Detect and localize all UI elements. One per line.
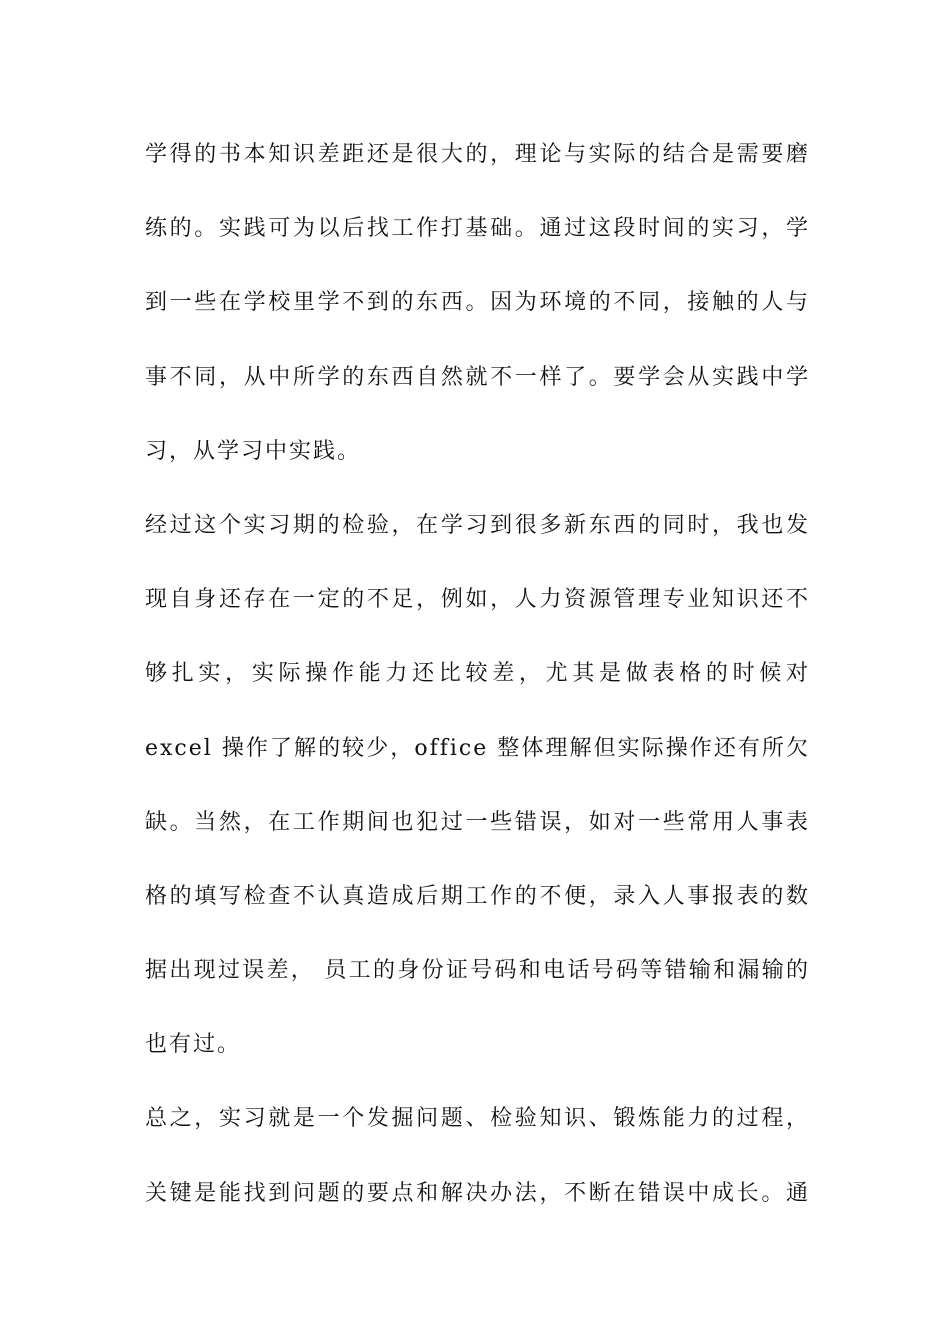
- text-line: 也有过。: [145, 1032, 242, 1058]
- text-line: 缺。当然，在工作期间也犯过一些错误，如对一些常用人事表: [145, 809, 810, 835]
- text-line: 现自身还存在一定的不足，例如，人力资源管理专业知识还不: [145, 587, 810, 613]
- text-line: 到一些在学校里学不到的东西。因为环境的不同，接触的人与: [145, 290, 810, 316]
- text-line: 练的。实践可为以后找工作打基础。通过这段时间的实习，学: [145, 216, 810, 242]
- text-line: 习，从学习中实践。: [145, 438, 362, 464]
- text-line: 学得的书本知识差距还是很大的，理论与实际的结合是需要磨: [145, 142, 810, 167]
- text-line: 格的填写检查不认真造成后期工作的不便，录入人事报表的数: [145, 883, 810, 909]
- text-line: 事不同，从中所学的东西自然就不一样了。要学会从实践中学: [145, 364, 810, 390]
- body-text: [145, 118, 810, 1231]
- text-line: 据出现过误差， 员工的身份证号码和电话号码等错输和漏输的: [145, 958, 810, 984]
- text-line: excel 操作了解的较少，office 整体理解但实际操作还有所欠: [145, 735, 810, 761]
- text-line: 关键是能找到问题的要点和解决办法，不断在错误中成长。通: [145, 1180, 810, 1206]
- text-line: 总之，实习就是一个发掘问题、检验知识、锻炼能力的过程，: [145, 1106, 810, 1132]
- text-line: 经过这个实习期的检验，在学习到很多新东西的同时，我也发: [145, 512, 810, 538]
- text-line: 够扎实，实际操作能力还比较差，尤其是做表格的时候对: [145, 661, 810, 687]
